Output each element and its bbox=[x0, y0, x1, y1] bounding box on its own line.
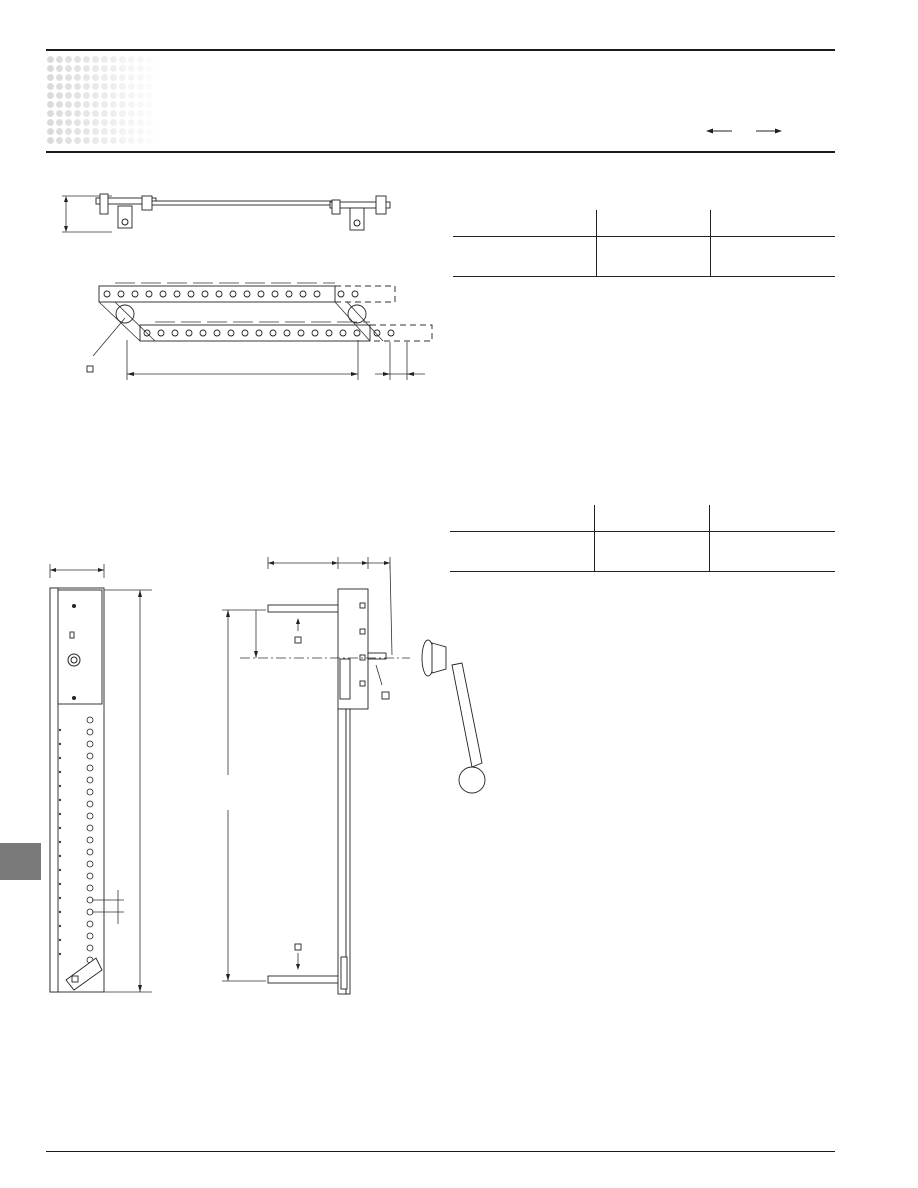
right-arrow-icon bbox=[756, 129, 782, 134]
linkage-top-view-drawing bbox=[60, 190, 400, 240]
footer-rule bbox=[46, 1151, 835, 1152]
perforated-bar-drawing bbox=[85, 280, 445, 390]
header-top-rule bbox=[46, 49, 835, 51]
table-column-divider bbox=[710, 210, 711, 276]
table-bottom-rule bbox=[453, 276, 835, 277]
header-direction-arrows bbox=[700, 122, 790, 138]
header-bottom-rule bbox=[46, 151, 835, 153]
left-arrow-icon bbox=[706, 129, 732, 134]
table-column-divider bbox=[594, 505, 595, 571]
table-column-divider bbox=[596, 210, 597, 276]
table-column-divider bbox=[709, 505, 710, 571]
table-header-rule bbox=[453, 236, 835, 237]
section-side-tab bbox=[0, 843, 41, 880]
header-dot-pattern bbox=[46, 55, 156, 145]
vertical-rail-front-view bbox=[40, 560, 160, 1000]
spec-table-1 bbox=[453, 210, 835, 280]
operating-mechanism-side-view bbox=[210, 555, 510, 1000]
table-header-rule bbox=[450, 531, 835, 532]
